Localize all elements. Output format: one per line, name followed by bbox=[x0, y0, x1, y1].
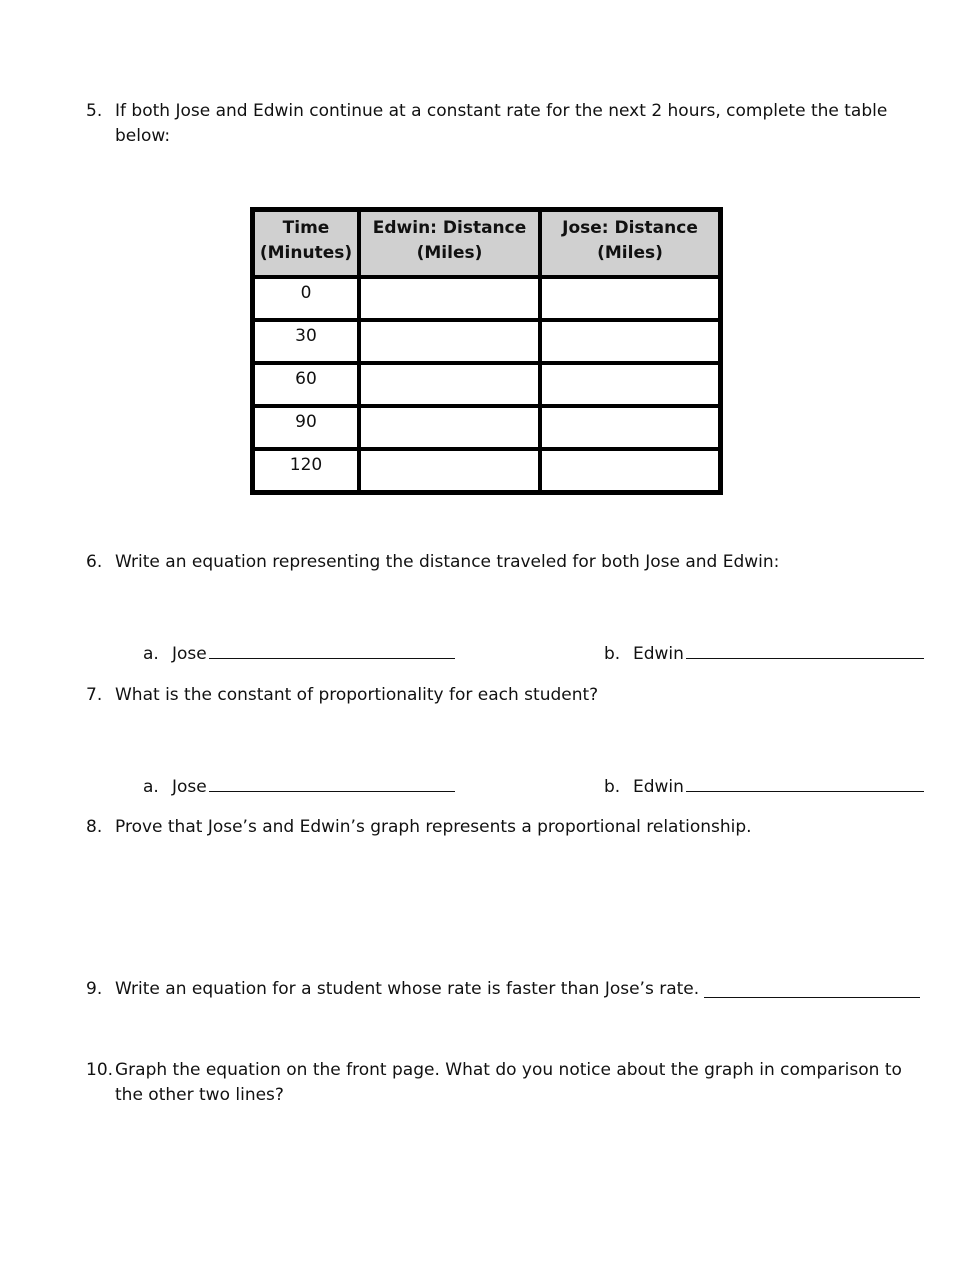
time-cell: 120 bbox=[253, 449, 359, 492]
part-letter: b. bbox=[604, 777, 621, 797]
question-9 bbox=[86, 977, 706, 1002]
header-jose-distance bbox=[540, 210, 720, 277]
header-line: (Miles) bbox=[416, 243, 483, 263]
edwin-distance-cell[interactable] bbox=[359, 363, 540, 406]
question-text: What is the constant of proportionality for each student? bbox=[115, 685, 599, 705]
time-cell: 30 bbox=[253, 320, 359, 363]
header-edwin-distance bbox=[359, 210, 540, 277]
time-cell: 60 bbox=[253, 363, 359, 406]
question-6 bbox=[86, 550, 926, 575]
table-row bbox=[253, 277, 720, 320]
time-cell: 0 bbox=[253, 277, 359, 320]
jose-distance-cell[interactable] bbox=[540, 406, 720, 449]
part-label: Edwin bbox=[633, 777, 684, 797]
q6-part-b bbox=[604, 638, 924, 667]
part-label: Jose bbox=[172, 777, 207, 797]
jose-equation-blank[interactable] bbox=[209, 638, 455, 659]
edwin-distance-cell[interactable] bbox=[359, 277, 540, 320]
edwin-constant-blank[interactable] bbox=[686, 771, 924, 792]
q7-part-b bbox=[604, 771, 924, 800]
table-row bbox=[253, 406, 720, 449]
question-text: Write an equation for a student whose rate is faster than Jose’s rate. bbox=[115, 979, 700, 999]
question-10 bbox=[86, 1058, 912, 1108]
table-row bbox=[253, 449, 720, 492]
edwin-distance-cell[interactable] bbox=[359, 406, 540, 449]
question-number: 6. bbox=[86, 552, 103, 572]
jose-constant-blank[interactable] bbox=[209, 771, 455, 792]
header-line: Time bbox=[282, 218, 330, 238]
table-row bbox=[253, 320, 720, 363]
question-8 bbox=[86, 815, 926, 840]
jose-distance-cell[interactable] bbox=[540, 363, 720, 406]
time-cell: 90 bbox=[253, 406, 359, 449]
jose-distance-cell[interactable] bbox=[540, 277, 720, 320]
part-letter: b. bbox=[604, 644, 621, 664]
question-number: 10. bbox=[86, 1060, 114, 1080]
edwin-distance-cell[interactable] bbox=[359, 449, 540, 492]
jose-distance-cell[interactable] bbox=[540, 320, 720, 363]
question-text: If both Jose and Edwin continue at a constant rate for the next 2 hours, complete the table below: bbox=[115, 101, 888, 146]
question-number: 9. bbox=[86, 979, 103, 999]
question-7 bbox=[86, 683, 926, 708]
jose-distance-cell[interactable] bbox=[540, 449, 720, 492]
part-letter: a. bbox=[143, 777, 159, 797]
distance-table bbox=[250, 207, 723, 495]
part-letter: a. bbox=[143, 644, 159, 664]
header-time bbox=[253, 210, 359, 277]
edwin-equation-blank[interactable] bbox=[686, 638, 924, 659]
header-line: (Minutes) bbox=[259, 243, 353, 263]
header-line: (Miles) bbox=[597, 243, 663, 263]
q7-part-a bbox=[143, 771, 455, 800]
question-text: Prove that Jose’s and Edwin’s graph represents a proportional relationship. bbox=[115, 817, 752, 837]
part-label: Edwin bbox=[633, 644, 684, 664]
table-header-row bbox=[253, 210, 720, 277]
question-5 bbox=[86, 99, 926, 149]
question-number: 7. bbox=[86, 685, 103, 705]
question-number: 5. bbox=[86, 101, 103, 121]
question-number: 8. bbox=[86, 817, 103, 837]
question-text: Write an equation representing the distance traveled for both Jose and Edwin: bbox=[115, 552, 780, 572]
edwin-distance-cell[interactable] bbox=[359, 320, 540, 363]
part-label: Jose bbox=[172, 644, 207, 664]
header-line: Jose: Distance bbox=[562, 218, 698, 238]
header-line: Edwin: Distance bbox=[372, 218, 527, 238]
table-row bbox=[253, 363, 720, 406]
q9-answer-blank[interactable] bbox=[704, 997, 920, 998]
question-text: Graph the equation on the front page. What do you notice about the graph in comparison to the other two lines? bbox=[115, 1060, 902, 1105]
q6-part-a bbox=[143, 638, 455, 667]
